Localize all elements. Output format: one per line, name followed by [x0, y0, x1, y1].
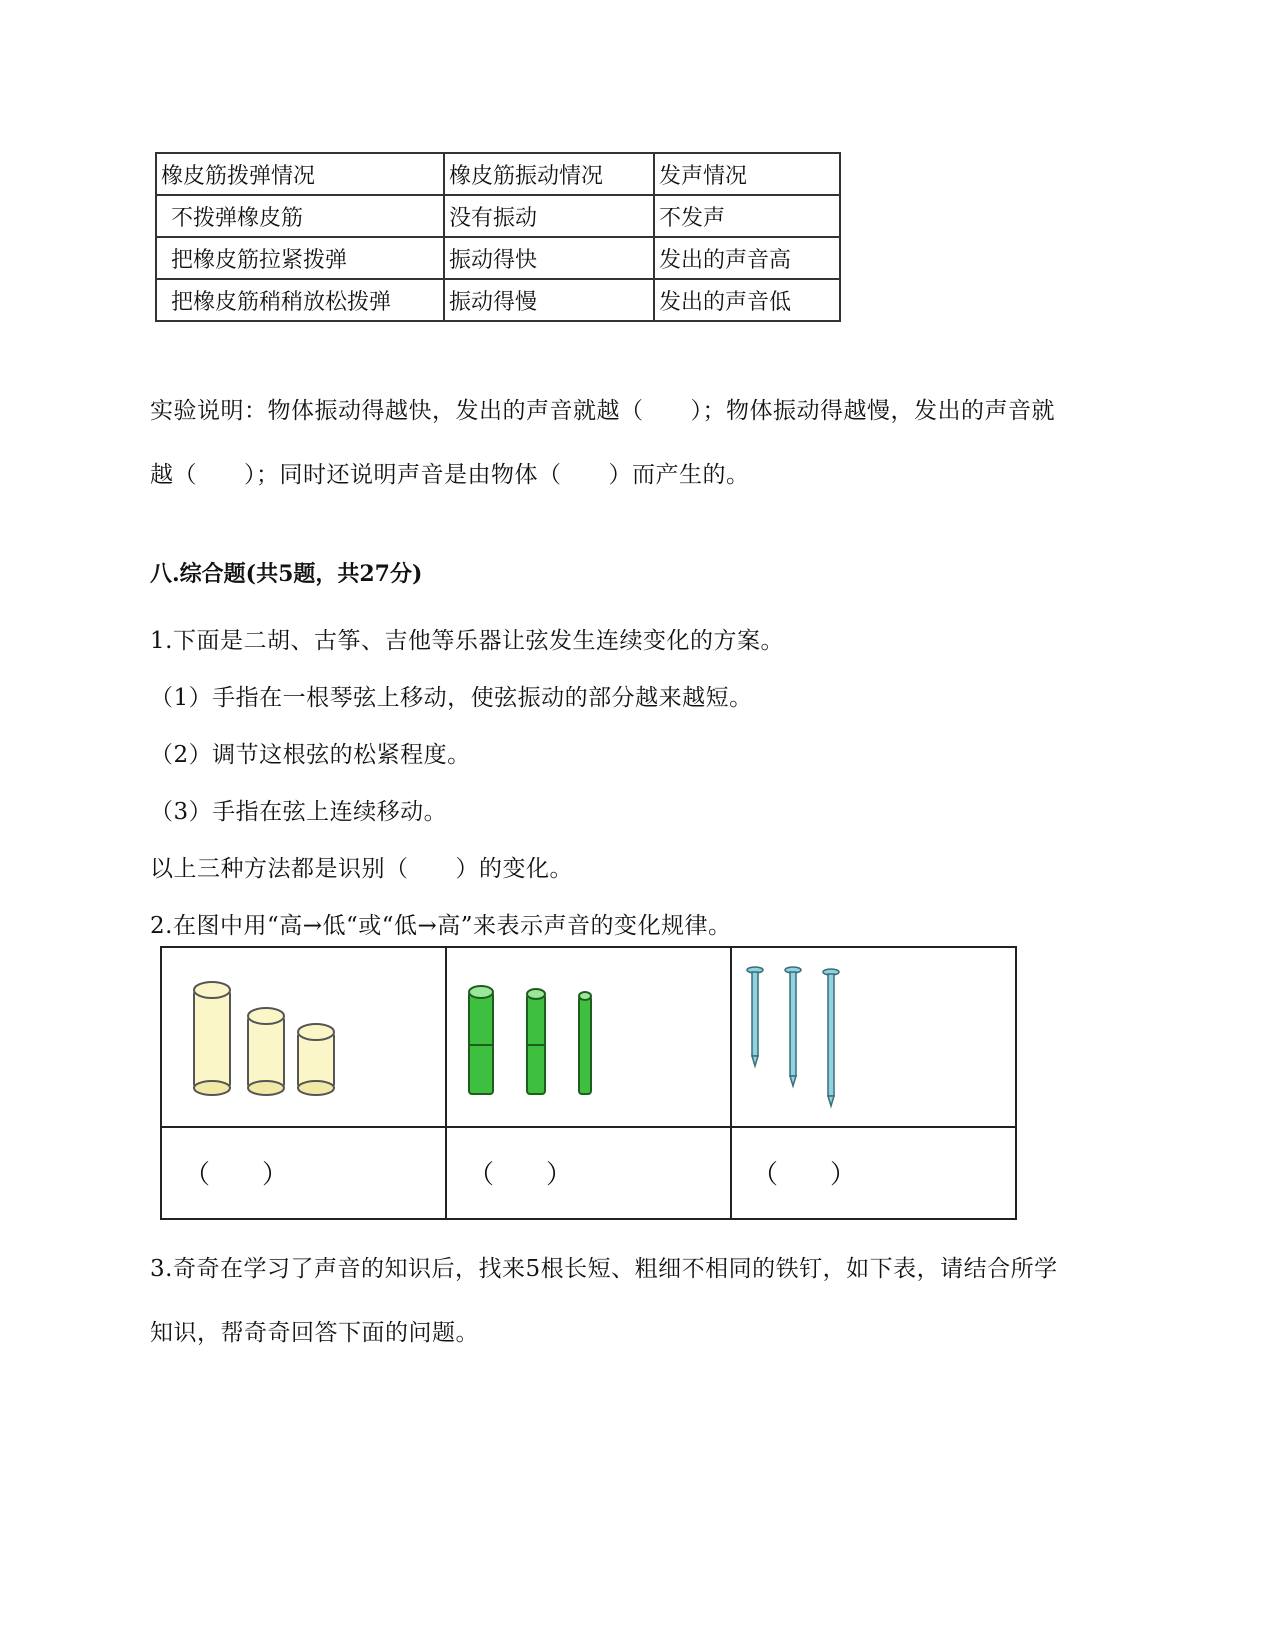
bamboo-tube-medium [527, 989, 545, 1094]
answer-blank-1[interactable]: （ ） [184, 1160, 289, 1190]
table-cell: 不发声 [654, 195, 840, 237]
table-row [156, 237, 840, 279]
table-cell: 把橡皮筋稍稍放松拨弹 [156, 279, 444, 321]
explanation-line-1: 实验说明：物体振动得越快，发出的声音就越（ ）；物体振动得越慢，发出的声音就 [150, 398, 1055, 424]
table-header-cell: 发声情况 [654, 153, 840, 195]
answer-blank-2[interactable]: （ ） [468, 1160, 573, 1190]
table-header-cell: 橡皮筋振动情况 [444, 153, 654, 195]
table-row [156, 279, 840, 321]
cylinder-tall [194, 982, 230, 1095]
q3-line-2: 知识，帮奇奇回答下面的问题。 [150, 1320, 479, 1346]
q1-item-2: （2）调节这根弦的松紧程度。 [150, 742, 471, 768]
bamboo-tube-thin [579, 992, 591, 1094]
table-cell: 振动得慢 [444, 279, 654, 321]
q2-stem: 2.在图中用“高→低“或“低→高”来表示声音的变化规律。 [150, 913, 732, 939]
answer-blank-3[interactable]: （ ） [752, 1160, 857, 1190]
table-cell: 振动得快 [444, 237, 654, 279]
cylinders-picture [162, 948, 445, 1126]
table-divider [162, 1126, 1015, 1128]
explanation-line-2: 越（ ）；同时还说明声音是由物体（ ）而产生的。 [150, 462, 750, 488]
nail-short [747, 967, 763, 1066]
q1-stem: 1.下面是二胡、古筝、吉他等乐器让弦发生连续变化的方案。 [150, 628, 784, 654]
table-cell: 不拨弹橡皮筋 [156, 195, 444, 237]
table-header-cell: 橡皮筋拨弹情况 [156, 153, 444, 195]
q1-item-3: （3）手指在弦上连续移动。 [150, 799, 448, 825]
nails-picture [732, 948, 1015, 1126]
table-cell: 把橡皮筋拉紧拨弹 [156, 237, 444, 279]
table-cell: 发出的声音高 [654, 237, 840, 279]
bamboo-tubes-picture [447, 948, 730, 1126]
table-cell: 发出的声音低 [654, 279, 840, 321]
q2-picture-table [160, 946, 1017, 1220]
nail-medium [785, 967, 801, 1086]
experiment-table [155, 152, 841, 322]
table-row [156, 195, 840, 237]
cylinder-medium [248, 1008, 284, 1095]
section-heading: 八.综合题(共5题，共27分) [150, 561, 423, 587]
q1-conclusion: 以上三种方法都是识别（ ）的变化。 [150, 856, 573, 882]
bamboo-tube-thick [469, 986, 493, 1094]
q1-item-1: （1）手指在一根琴弦上移动，使弦振动的部分越来越短。 [150, 685, 753, 711]
table-header-row [156, 153, 840, 195]
q3-line-1: 3.奇奇在学习了声音的知识后，找来5根长短、粗细不相同的铁钉，如下表，请结合所学 [150, 1256, 1058, 1282]
table-cell: 没有振动 [444, 195, 654, 237]
cylinder-short [298, 1024, 334, 1095]
nail-long [823, 969, 839, 1106]
